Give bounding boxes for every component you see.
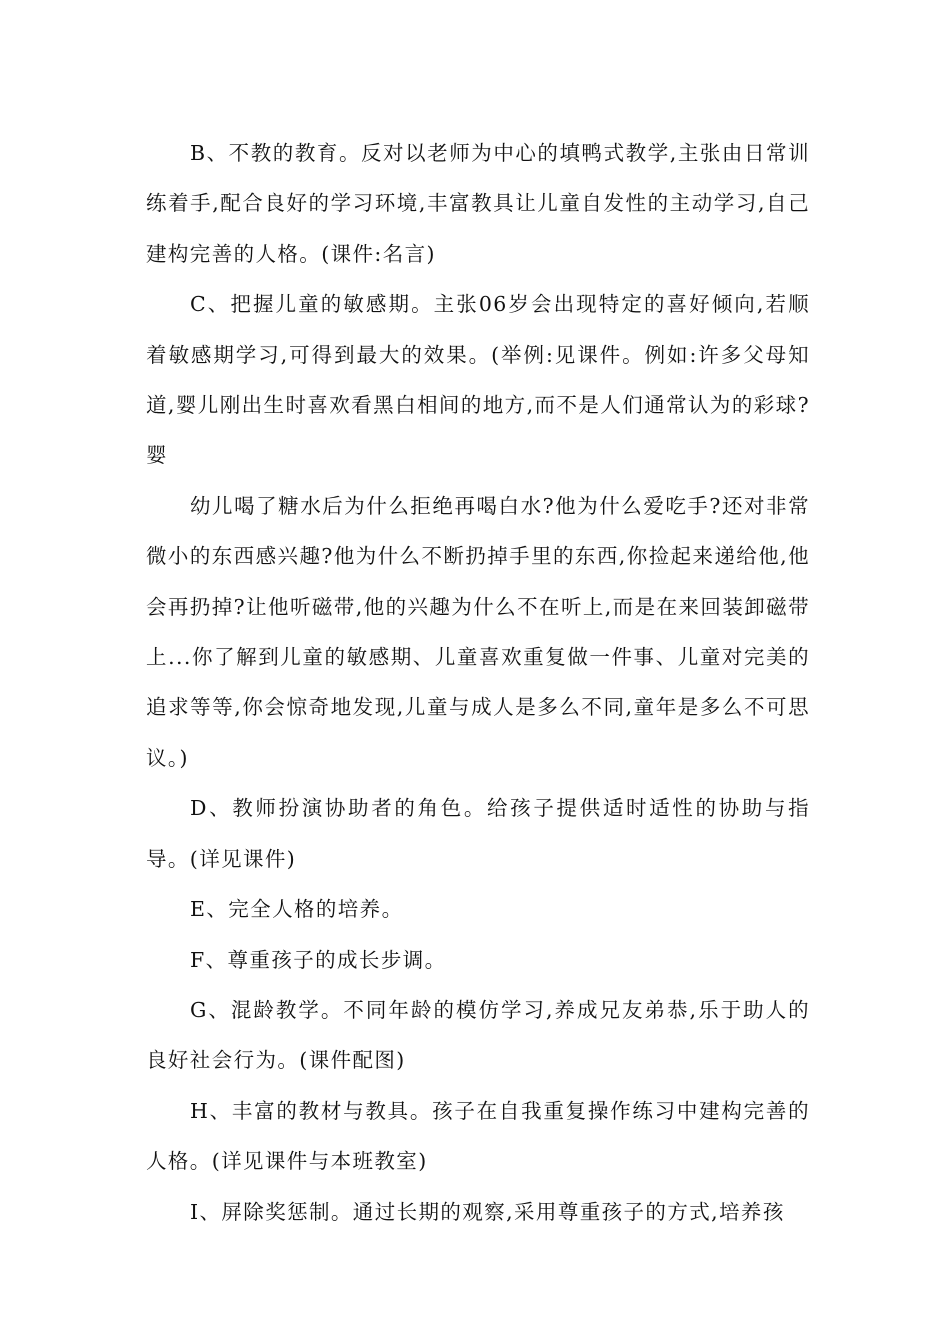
paragraph-i: I、屏除奖惩制。通过长期的观察,采用尊重孩子的方式,培养孩 xyxy=(190,1199,785,1224)
paragraph-f: F、尊重孩子的成长步调。 xyxy=(190,947,447,972)
paragraph-d: D、教师扮演协助者的角色。给孩子提供适时适性的协助与指导。(详见课件) xyxy=(146,796,810,871)
paragraph-e: E、完全人格的培养。 xyxy=(190,897,404,922)
paragraph-h: H、丰富的教材与教具。孩子在自我重复操作练习中建构完善的人格。(详见课件与本班教室) xyxy=(146,1098,810,1174)
paragraph-b: B、不教的教育。反对以老师为中心的填鸭式教学,主张由日常训练着手,配合良好的学习环境,丰富教具让儿童自发性的主动学习,自己建构完善的人格。(课件:名言) xyxy=(146,141,810,266)
paragraph-c: C、把握儿童的敏感期。主张06岁会出现特定的喜好倾向,若顺着敏感期学习,可得到最大的效果。(举例:见课件。例如:许多父母知道,婴儿刚出生时喜欢看黑白相间的地方,而不是人们通常认为的彩球?婴 xyxy=(146,292,810,468)
document-body xyxy=(146,128,810,1237)
paragraph-g: G、混龄教学。不同年龄的模仿学习,养成兄友弟恭,乐于助人的良好社会行为。(课件配图) xyxy=(146,997,810,1073)
paragraph-c-continued: 幼儿喝了糖水后为什么拒绝再喝白水?他为什么爱吃手?还对非常微小的东西感兴趣?他为什么不断扔掉手里的东西,你捡起来递给他,他会再扔掉?让他听磁带,他的兴趣为什么不在听上,而是在来回装卸磁带上...你了解到儿童的敏感期、儿童喜欢重复做一件事、儿童对完美的追求等等,你会惊奇地发现,儿童与成人是多么不同,童年是多么不可思议。) xyxy=(146,493,810,770)
